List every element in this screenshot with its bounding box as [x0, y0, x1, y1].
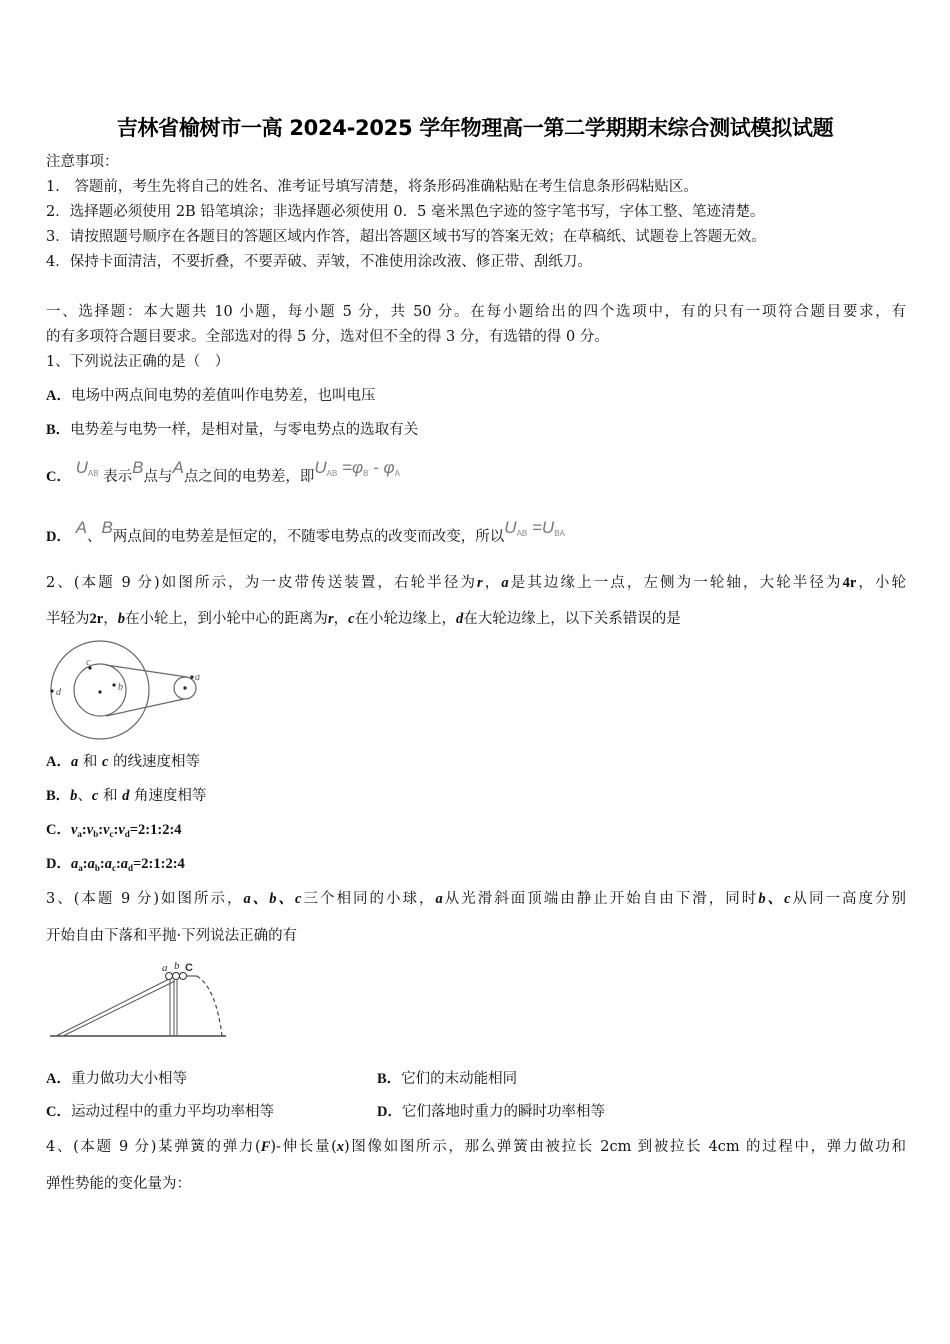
q1-option-b: [46, 420, 418, 440]
formula-u-ab-equals-u-ba: $U_{AB} =U_{BA}$: [504, 518, 565, 538]
page-title: 吉林省榆树市一高 2024-2025 学年物理高一第二学期期末综合测试模拟试题: [116, 116, 834, 140]
option-letter: C．: [46, 469, 71, 485]
q4-stem-line2: 弹性势能的变化量为：: [46, 1176, 191, 1192]
option-letter: D．: [46, 529, 71, 545]
svg-text:a: a: [195, 672, 200, 683]
option-letter: A．: [46, 388, 71, 404]
incline-projectile-figure: [46, 958, 236, 1042]
svg-text:c: c: [86, 657, 91, 668]
q2-option-b: B．b、c 和 d 角速度相等: [46, 788, 207, 804]
option-letter: B．: [46, 422, 71, 438]
q1-stem: 1、下列说法正确的是（ ）: [46, 354, 230, 370]
q4-stem-line1: 4、(本题 9 分)某弹簧的弹力(F)-伸长量(x)图像如图所示，那么弹簧由被拉长 2cm 到被拉长 4cm 的过程中，弹力做功和: [46, 1139, 906, 1155]
svg-text:d: d: [56, 687, 61, 698]
belt-drive-figure: [48, 638, 208, 742]
notice-item-3: 3．请按照题号顺序在各题目的答题区域内作答，超出答题区域书写的答案无效；在草稿纸、试题卷上答题无效。: [46, 229, 766, 245]
option-text: 电场中两点间电势的差值叫作电势差，也叫电压: [70, 388, 376, 404]
svg-text:a: a: [162, 962, 168, 974]
q1-option-a: [46, 386, 375, 406]
q2-option-a: A．a 和 c 的线速度相等: [46, 754, 200, 770]
svg-text:b: b: [174, 960, 180, 972]
section-instructions-line1: 一、选择题：本大题共 10 小题，每小题 5 分，共 50 分。在每小题给出的四个选项中，有的只有一项符合题目要求，有: [46, 304, 906, 320]
q2-option-c: C．$v_a:v_b:v_c:v_d=2:1:2:4$: [46, 822, 182, 839]
svg-text:b: b: [118, 682, 123, 693]
option-text: 电势差与电势一样，是相对量，与零电势点的选取有关: [70, 422, 419, 438]
q1-option-d: D． A、B两点间的电势差是恒定的，不随零电势点的改变而改变，所以$U_{AB} =U_{BA}$: [46, 518, 565, 545]
svg-text:C: C: [185, 962, 193, 974]
q1-option-c: C． $U_{AB}$ 表示B点与A点之间的电势差，即$U_{AB} =\varphi_B - \varphi_A$: [46, 458, 400, 485]
notice-heading: 注意事项：: [46, 154, 119, 170]
section-instructions-line2: 的有多项符合题目要求。全部选对的得 5 分，选对但不全的得 3 分，有选错的得 0 分。: [46, 329, 609, 345]
formula-u-ab-equals-phi: $U_{AB} =\varphi_B - \varphi_A$: [314, 458, 400, 478]
q2-stem-line1: 2、(本题 9 分)如图所示，为一皮带传送装置，右轮半径为r，a是其边缘上一点，左侧为一轮轴，大轮半径为4r，小轮: [46, 575, 907, 591]
q2-stem-line2: 半轻为2r，b在小轮上，到小轮中心的距离为r，c在小轮边缘上，d在大轮边缘上，以下关系错误的是: [46, 611, 681, 627]
formula-u-ab: $U_{AB}$: [75, 458, 99, 478]
q3-stem-line1: 3、(本题 9 分)如图所示，a、b、c三个相同的小球，a从光滑斜面顶端由静止开始自由下滑，同时b、c从同一高度分别: [46, 891, 907, 907]
q3-option-c: C．运动过程中的重力平均功率相等: [46, 1104, 274, 1120]
q3-option-b: B．它们的末动能相同: [377, 1071, 518, 1087]
notice-item-2: 2．选择题必须使用 2B 铅笔填涂；非选择题必须使用 0．5 毫米黑色字迹的签字笔书写，字体工整、笔迹清楚。: [46, 204, 765, 220]
notice-item-1: 1. 答题前，考生先将自己的姓名、准考证号填写清楚，将条形码准确粘贴在考生信息条形码粘贴区。: [46, 179, 698, 195]
q3-option-d: D．它们落地时重力的瞬时功率相等: [377, 1104, 605, 1120]
q3-stem-line2: 开始自由下落和平抛·下列说法正确的有: [46, 928, 298, 944]
q3-option-a: A．重力做功大小相等: [46, 1071, 187, 1087]
q2-option-d: D．$a_a:a_b:a_c:a_d=2:1:2:4$: [46, 856, 185, 873]
notice-item-4: 4．保持卡面清洁，不要折叠，不要弄破、弄皱，不准使用涂改液、修正带、刮纸刀。: [46, 254, 592, 270]
